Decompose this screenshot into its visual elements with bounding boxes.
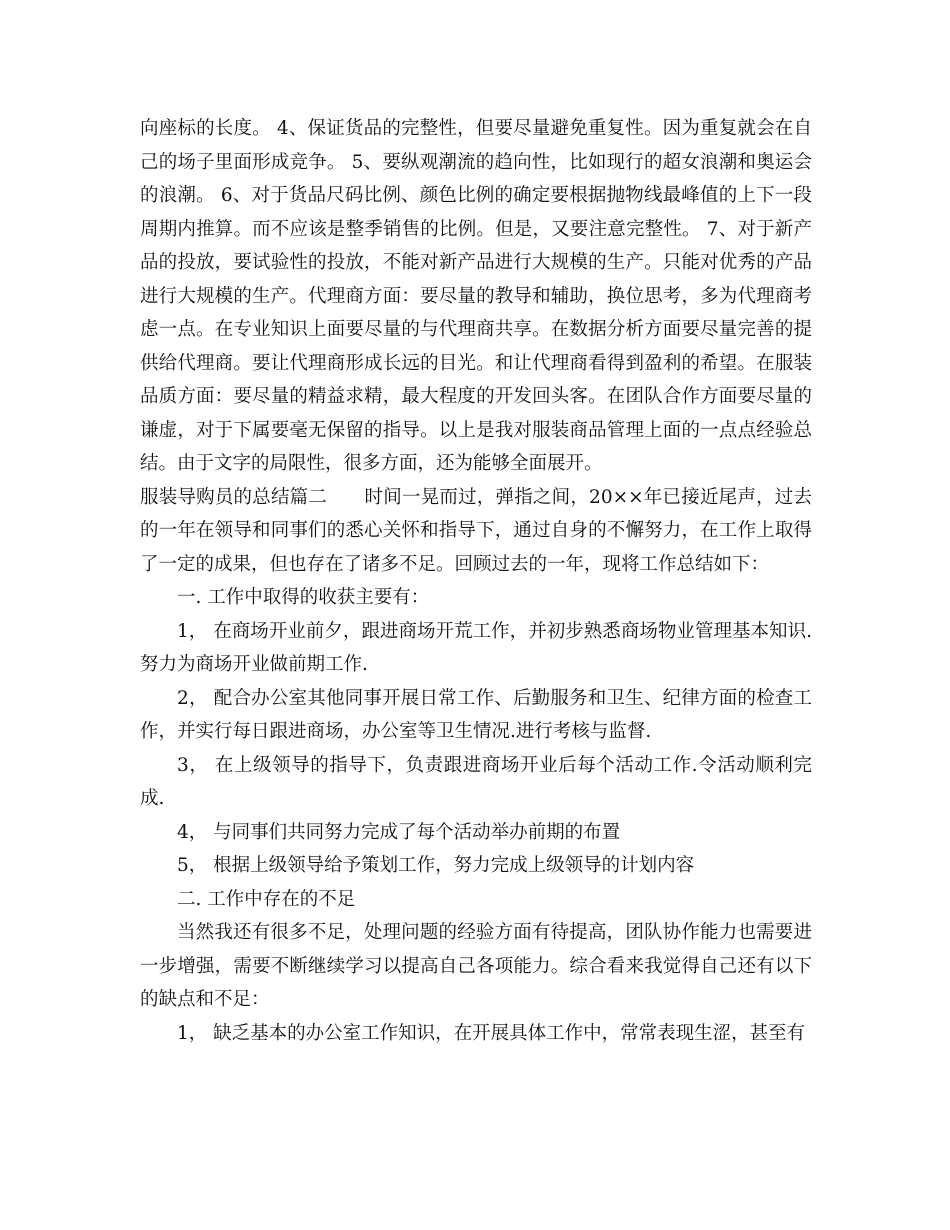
paragraph-section-two-intro: 服装导购员的总结篇二 时间一晃而过，弹指之间，20××年已接近尾声，过去的一年在领导和同事们的悉心关怀和指导下，通过自身的不懈努力，在工作上取得了一定的成果，但也存在了诸多不足。回顾过去的一年，现将工作总结如下： bbox=[140, 486, 812, 575]
paragraph-summary-continued: 向座标的长度。 4、保证货品的完整性，但要尽量避免重复性。因为重复就会在自己的场子里面形成竞争。 5、要纵观潮流的趋向性，比如现行的超女浪潮和奥运会的浪潮。 6、对于货品尺码比例、颜色比例的确定要根据抛物线最峰值的上下一段周期内推算。而不应该是整季销售的比例。但是，又要注意完整性。 7、对于新产品的投放，要试验性的投放，不能对新产品进行大规模的生产。只能对优秀的产品进行大规模的生产。代理商方面：要尽量的教导和辅助，换位思考，多为代理商考虑一点。在专业知识上面要尽量的与代理商共享。在数据分析方面要尽量完善的提供给代理商。要让代理商形成长远的目光。和让代理商看得到盈利的希望。在服装品质方面：要尽量的精益求精，最大程度的开发回头客。在团队合作方面要尽量的谦虚，对于下属要毫无保留的指导。以上是我对服装商品管理上面的一点点经验总结。由于文字的局限性，很多方面，还为能够全面展开。 bbox=[140, 118, 812, 474]
list-item-achievement-3: 3， 在上级领导的指导下，负责跟进商场开业后每个活动工作.令活动顺利完成. bbox=[140, 754, 812, 809]
document-body bbox=[140, 112, 812, 1050]
paragraph-shortcomings-intro: 当然我还有很多不足，处理问题的经验方面有待提高，团队协作能力也需要进一步增强，需要不断继续学习以提高自己各项能力。综合看来我觉得自己还有以下的缺点和不足： bbox=[140, 922, 812, 1010]
heading-achievements: 一. 工作中取得的收获主要有： bbox=[177, 587, 430, 608]
heading-shortcomings: 二. 工作中存在的不足 bbox=[177, 888, 356, 910]
list-item-achievement-1: 1， 在商场开业前夕，跟进商场开荒工作，并初步熟悉商场物业管理基本知识.努力为商场开业做前期工作. bbox=[140, 620, 812, 675]
list-item-achievement-2: 2， 配合办公室其他同事开展日常工作、后勤服务和卫生、纪律方面的检查工作，并实行每日跟进商场，办公室等卫生情况.进行考核与监督. bbox=[140, 687, 812, 742]
list-item-achievement-4: 4， 与同事们共同努力完成了每个活动举办前期的布置 bbox=[177, 821, 621, 843]
list-item-shortcoming-1: 1， 缺乏基本的办公室工作知识，在开展具体工作中，常常表现生涩，甚至有 bbox=[177, 1022, 806, 1044]
list-item-achievement-5: 5， 根据上级领导给予策划工作，努力完成上级领导的计划内容 bbox=[177, 855, 695, 876]
